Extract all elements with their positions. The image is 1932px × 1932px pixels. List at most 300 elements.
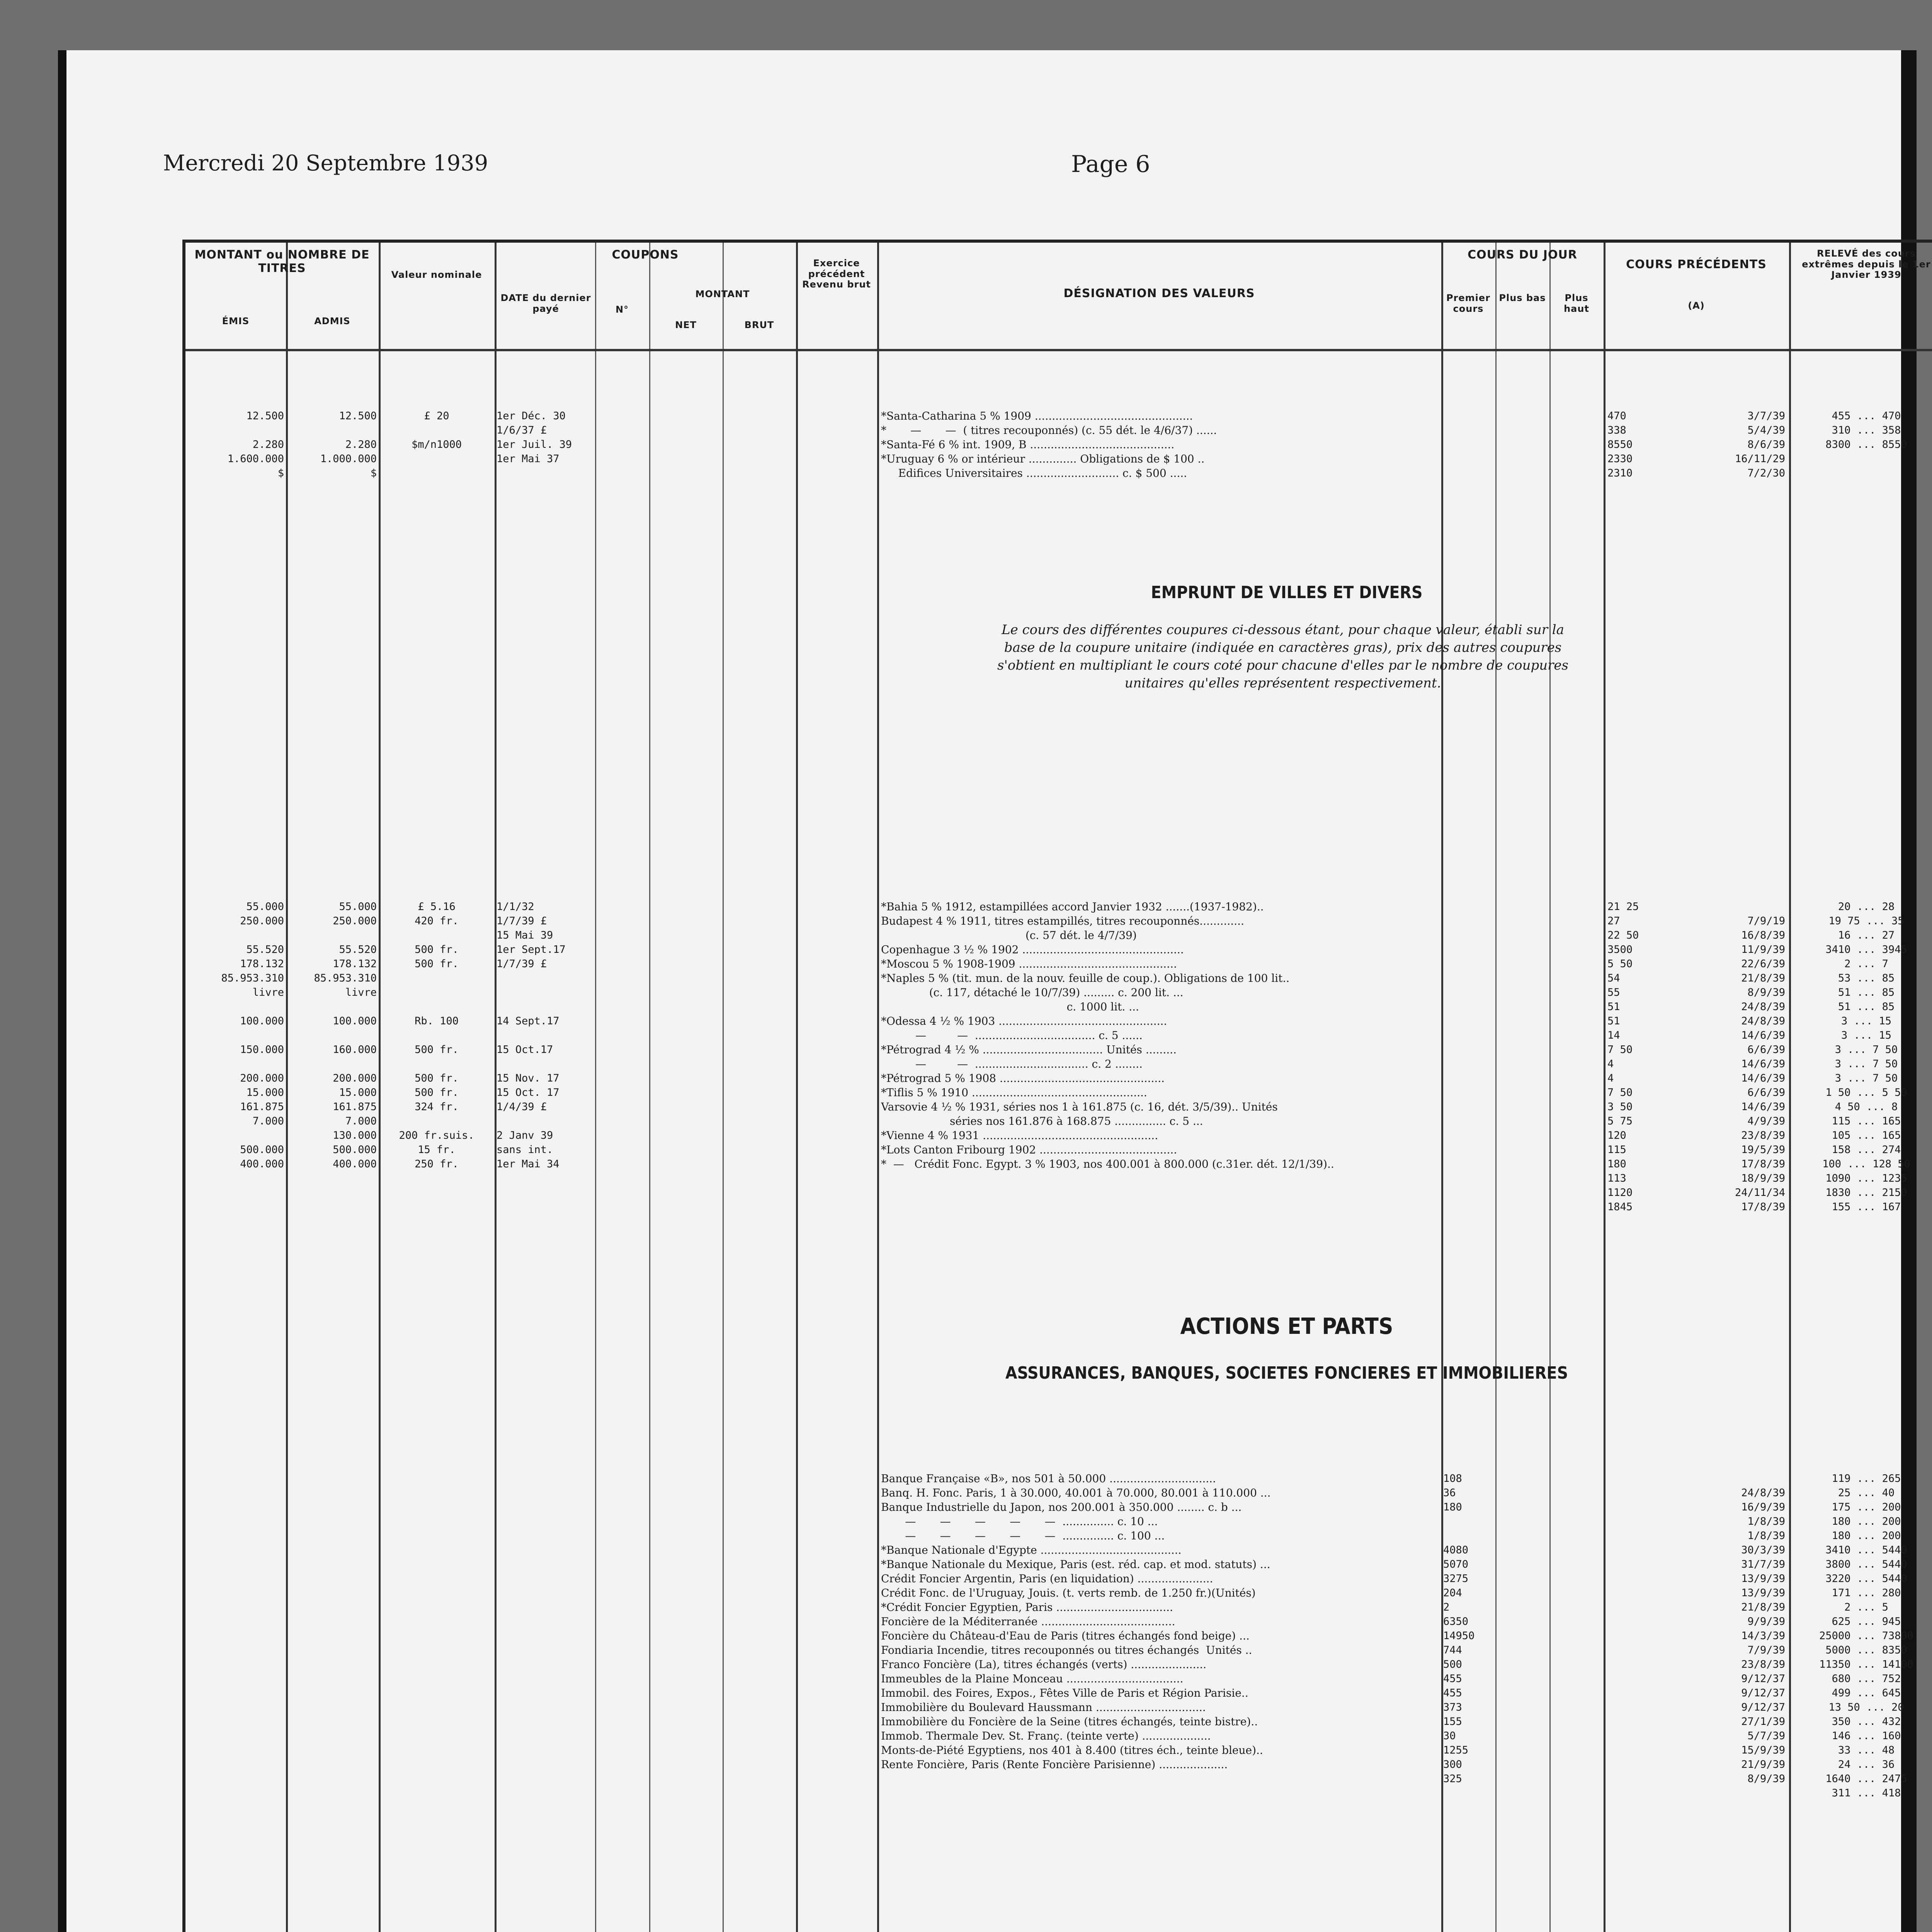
table-cell: 14950	[1443, 1630, 1475, 1642]
table-cell: 470	[1607, 410, 1626, 422]
table-cell: 7/2/30	[1747, 467, 1785, 479]
table-cell: 1 50 ... 5 50	[1825, 1087, 1907, 1099]
table-cell: 680 ... 752	[1832, 1673, 1901, 1685]
table-cell: 55.000	[246, 901, 284, 913]
table-cell	[497, 1000, 593, 1014]
table-cell	[1685, 1471, 1785, 1486]
table-cell: 325	[1443, 1773, 1462, 1785]
table-cell: 15/9/39	[1741, 1744, 1785, 1756]
table-cell: 250 fr.	[415, 1158, 459, 1170]
section-emprunts: EMPRUNT DE VILLES ET DIVERS	[1151, 583, 1423, 602]
block-top-nominal-column	[381, 409, 493, 480]
table-cell: 9/12/37	[1741, 1701, 1785, 1713]
table-cell: 22 50	[1607, 929, 1639, 941]
table-cell: 178.132	[240, 958, 284, 970]
table-cell	[1685, 900, 1785, 914]
table-cell: 500.000	[240, 1144, 284, 1156]
table-cell	[1443, 1514, 1493, 1529]
table-cell	[497, 985, 593, 1000]
table-cell: 130.000	[333, 1129, 377, 1141]
table-cell: 25000 ... 73800	[1819, 1630, 1913, 1642]
block-top-releve-column	[1793, 409, 1932, 480]
table-cell	[381, 1028, 493, 1043]
table-cell: 200 fr.suis.	[399, 1129, 474, 1141]
table-cell: *Vienne 4 % 1931 ...................................................	[881, 1129, 1158, 1142]
table-cell: 1er Mai 37	[497, 453, 560, 465]
table-cell: *Tiflis 5 % 1910 ...................................................	[881, 1086, 1147, 1099]
table-cell: Crédit Fonc. de l'Uruguay, Jouis. (t. verts remb. de 1.250 fr.)(Unités)	[881, 1587, 1256, 1599]
table-cell: 4	[1607, 1072, 1614, 1084]
table-cell: 24/8/39	[1741, 1487, 1785, 1499]
table-cell: 17/8/39	[1741, 1158, 1785, 1170]
table-cell: 21/9/39	[1741, 1759, 1785, 1770]
table-cell: 23/8/39	[1741, 1658, 1785, 1670]
table-cell: 160.000	[333, 1044, 377, 1056]
page-number: Page 6	[1071, 151, 1150, 178]
header-emis: ÉMIS	[222, 316, 250, 327]
table-cell: *Lots Canton Fribourg 1902 ........................................	[881, 1143, 1177, 1156]
table-cell: $m/n1000	[411, 439, 462, 451]
table-cell: 18/9/39	[1741, 1172, 1785, 1184]
table-cell	[381, 1057, 493, 1071]
block-assurances-designation-column	[881, 1471, 1437, 1772]
table-cell: — — ................................. c. 2 ........	[881, 1058, 1143, 1070]
table-cell: 20 ... 28	[1838, 901, 1895, 913]
table-cell: Banq. H. Fonc. Paris, 1 à 30.000, 40.001 à 70.000, 80.001 à 110.000 ...	[881, 1486, 1271, 1499]
table-cell: 155 ... 167	[1832, 1201, 1901, 1213]
table-cell: 8/6/39	[1747, 439, 1785, 451]
table-cell: 7/9/39	[1747, 1644, 1785, 1656]
section-emprunts-note: Le cours des différentes coupures ci-dessous étant, pour chaque valeur, établi sur la base de la coupure unitaire (indiquée en caractères gras), prix des autres coupures s'obtient en multipliant le cours coté pour chacune d'elles par le nombre de coupures unitaires qu'elles représentent respectivement.	[997, 622, 1568, 691]
table-cell: 180	[1607, 1158, 1626, 1170]
table-cell: (c. 57 dét. le 4/7/39)	[881, 929, 1137, 942]
table-cell	[381, 928, 493, 942]
table-cell: 324 fr.	[415, 1101, 459, 1113]
section-actions: ACTIONS ET PARTS	[1180, 1313, 1393, 1339]
table-cell: 16/11/29	[1735, 453, 1785, 465]
table-cell: Foncière de la Méditerranée .......................................	[881, 1615, 1175, 1628]
table-cell: 113	[1607, 1172, 1626, 1184]
table-cell: 1/8/39	[1747, 1515, 1785, 1527]
table-cell	[288, 423, 377, 437]
quotation-table	[182, 240, 1932, 1932]
table-cell: 6/6/39	[1747, 1087, 1785, 1099]
table-cell: 2 ... 7	[1844, 958, 1888, 970]
table-cell: 13 50 ... 20	[1828, 1701, 1904, 1713]
table-cell: 53 ... 85	[1838, 972, 1895, 984]
table-cell	[497, 466, 593, 480]
header-net: NET	[675, 320, 697, 330]
table-cell: 51	[1607, 1001, 1620, 1013]
table-cell: 8300 ... 8550	[1825, 439, 1907, 451]
table-cell: 16 ... 27	[1838, 929, 1895, 941]
table-cell: Monts-de-Piété Egyptiens, nos 401 à 8.400 (titres éch., teinte bleue)..	[881, 1744, 1263, 1757]
table-cell: 1.000.000	[320, 453, 377, 465]
header-releve: RELEVÉ des cours extrêmes depuis le 1er Janvier 1939	[1802, 248, 1931, 281]
table-cell: 500.000	[333, 1144, 377, 1156]
table-cell: 7.000	[345, 1115, 377, 1127]
table-cell: c. 1000 lit. ...	[881, 1000, 1139, 1013]
table-cell: 16/8/39	[1741, 929, 1785, 941]
table-cell	[381, 452, 493, 466]
table-cell: 115	[1607, 1144, 1626, 1156]
table-cell: 15 fr.	[418, 1144, 456, 1156]
table-cell: Immob. Thermale Dev. St. Franç. (teinte verte) ....................	[881, 1730, 1211, 1742]
table-cell: Budapest 4 % 1911, titres estampillés, titres recouponnés.............	[881, 915, 1244, 927]
table-cell: 161.875	[240, 1101, 284, 1113]
table-cell: 250.000	[333, 915, 377, 927]
block-emprunts-dates-column	[497, 900, 593, 1171]
table-cell	[497, 1114, 593, 1128]
block-emprunts-precedents-date-column	[1685, 900, 1785, 1214]
table-cell: (c. 117, détaché le 10/7/39) ......... c. 200 lit. ...	[881, 986, 1184, 999]
table-cell: $	[370, 467, 377, 479]
table-cell: 9/12/37	[1741, 1673, 1785, 1685]
table-cell	[288, 1028, 377, 1043]
table-cell: Immobilière du Foncière de la Seine (titres échangés, teinte bistre)..	[881, 1715, 1258, 1728]
table-cell	[1443, 1529, 1493, 1543]
table-cell: 15 Oct. 17	[497, 1087, 560, 1099]
table-cell: 17/8/39	[1741, 1201, 1785, 1213]
block-emprunts-releve-column	[1793, 900, 1932, 1214]
table-cell: 7 50	[1607, 1087, 1633, 1099]
table-cell: 373	[1443, 1701, 1462, 1713]
table-cell: 4 50 ... 8	[1835, 1101, 1898, 1113]
table-cell: 3 ... 7 50	[1835, 1072, 1898, 1084]
table-cell: 1/6/37 £	[497, 424, 547, 436]
table-cell: 3220 ... 5440	[1825, 1573, 1907, 1585]
table-cell: 3 ... 15	[1841, 1029, 1892, 1041]
table-cell: 1120	[1607, 1187, 1633, 1199]
table-cell: 1/4/39 £	[497, 1101, 547, 1113]
table-cell: 150.000	[240, 1044, 284, 1056]
table-cell: 3 ... 7 50	[1835, 1044, 1898, 1056]
table-cell	[497, 1057, 593, 1071]
block-emprunts-admis-column	[288, 900, 377, 1171]
table-cell: *Odessa 4 ½ % 1903 .................................................	[881, 1015, 1167, 1027]
table-cell: 3 ... 7 50	[1835, 1058, 1898, 1070]
table-cell: 120	[1607, 1129, 1626, 1141]
table-cell: *Bahia 5 % 1912, estampillées accord Janvier 1932 .......(1937-1982)..	[881, 900, 1264, 913]
table-cell: 455	[1443, 1673, 1462, 1685]
table-cell: 15 Nov. 17	[497, 1072, 560, 1084]
table-cell: Banque Française «B», nos 501 à 50.000 ...............................	[881, 1472, 1216, 1485]
table-cell: 12.500	[339, 410, 377, 422]
table-cell: 1/8/39	[1747, 1530, 1785, 1542]
table-cell: 21/8/39	[1741, 1601, 1785, 1613]
table-cell: 499 ... 645	[1832, 1687, 1901, 1699]
table-cell: 14/6/39	[1741, 1072, 1785, 1084]
header-cours-precedents-note: (A)	[1688, 300, 1705, 311]
table-cell: 204	[1443, 1587, 1462, 1599]
table-cell: 24 ... 36	[1838, 1759, 1895, 1770]
block-top-precedents-column	[1607, 409, 1665, 480]
table-cell: *Santa-Fé 6 % int. 1909, B ..........................................	[881, 438, 1175, 451]
table-cell: 5070	[1443, 1558, 1469, 1570]
table-cell: Edifices Universitaires ........................... c. $ 500 .....	[881, 467, 1187, 480]
table-cell: $	[277, 467, 284, 479]
table-cell: 400.000	[240, 1158, 284, 1170]
table-cell: 54	[1607, 972, 1620, 984]
block-assurances-precedents-date-column	[1685, 1471, 1785, 1786]
header-valeur-nominale: Valeur nominale	[391, 269, 482, 280]
table-cell	[189, 928, 284, 942]
table-cell: 55	[1607, 986, 1620, 998]
table-cell: £ 20	[424, 410, 449, 422]
table-cell: 500	[1443, 1658, 1462, 1670]
table-cell: 1er Déc. 30	[497, 410, 566, 422]
table-cell: 14	[1607, 1029, 1620, 1041]
table-cell: 1/1/32	[497, 901, 534, 913]
table-cell: 500 fr.	[415, 958, 459, 970]
table-cell: 23/8/39	[1741, 1129, 1785, 1141]
page-sheet	[58, 50, 1931, 1932]
table-cell: 625 ... 945	[1832, 1616, 1901, 1628]
table-cell	[381, 466, 493, 480]
table-cell: 16/9/39	[1741, 1501, 1785, 1513]
table-cell: *Uruguay 6 % or intérieur .............. Obligations de $ 100 ..	[881, 452, 1205, 465]
table-cell: Crédit Foncier Argentin, Paris (en liquidation) ......................	[881, 1572, 1213, 1585]
table-cell: Immobilière du Boulevard Haussmann ................................	[881, 1701, 1206, 1714]
table-cell: 3800 ... 5440	[1825, 1558, 1907, 1570]
table-cell: *Moscou 5 % 1908-1909 ..............................................	[881, 957, 1177, 970]
block-assurances-releve-column	[1793, 1471, 1932, 1800]
table-cell: 8550	[1607, 439, 1633, 451]
table-cell	[288, 1057, 377, 1071]
table-cell: Fondiaria Incendie, titres recouponnés ou titres échangés Unités ..	[881, 1644, 1252, 1656]
table-cell: 2.280	[345, 439, 377, 451]
table-cell	[189, 1128, 284, 1143]
header-coupons: COUPONS	[612, 248, 679, 262]
table-cell: 1er Mai 34	[497, 1158, 560, 1170]
table-cell: 175 ... 200	[1832, 1501, 1901, 1513]
page-date: Mercredi 20 Septembre 1939	[163, 151, 488, 176]
table-cell: 3410 ... 5440	[1825, 1544, 1907, 1556]
table-cell: *Pétrograd 5 % 1908 ................................................	[881, 1072, 1165, 1085]
table-cell: 55.520	[246, 944, 284, 956]
table-cell: 6/6/39	[1747, 1044, 1785, 1056]
header-numero: N°	[615, 304, 629, 315]
table-cell: 178.132	[333, 958, 377, 970]
header-montant: MONTANT	[695, 289, 750, 299]
table-cell: 14 Sept.17	[497, 1015, 560, 1027]
table-cell: 8/9/39	[1747, 986, 1785, 998]
table-cell: 2	[1443, 1601, 1450, 1613]
table-cell: 85.953.310	[314, 972, 377, 984]
table-cell: 1640 ... 2475	[1825, 1773, 1907, 1785]
table-cell: 11/9/39	[1741, 944, 1785, 956]
table-cell: 15.000	[246, 1087, 284, 1099]
table-cell: 146 ... 160	[1832, 1730, 1901, 1742]
table-cell: 9/12/37	[1741, 1687, 1785, 1699]
table-cell: séries nos 161.876 à 168.875 ............... c. 5 ...	[881, 1115, 1203, 1128]
table-cell: 51 ... 85	[1838, 986, 1895, 998]
header-date-dernier: DATE du dernier payé	[500, 293, 591, 314]
table-cell: 14/6/39	[1741, 1058, 1785, 1070]
table-cell: 180 ... 200	[1832, 1515, 1901, 1527]
header-cours-precedents: COURS PRÉCÉDENTS	[1626, 258, 1767, 271]
table-cell: 350 ... 432	[1832, 1716, 1901, 1728]
table-cell: 500 fr.	[415, 1087, 459, 1099]
table-cell: 51	[1607, 1015, 1620, 1027]
table-cell	[381, 1000, 493, 1014]
table-cell: 7 50	[1607, 1044, 1633, 1056]
table-cell: 310 ... 358	[1832, 424, 1901, 436]
table-cell: 1/7/39 £	[497, 958, 547, 970]
table-cell: 5 75	[1607, 1115, 1633, 1127]
table-cell: 36	[1443, 1487, 1456, 1499]
table-cell: 1.600.000	[227, 453, 284, 465]
table-cell: Immobil. des Foires, Expos., Fêtes Ville de Paris et Région Parisie..	[881, 1687, 1248, 1699]
table-cell	[189, 423, 284, 437]
table-cell: 100.000	[333, 1015, 377, 1027]
table-cell	[1793, 466, 1932, 480]
table-cell: 3 ... 15	[1841, 1015, 1892, 1027]
table-cell: 30/3/39	[1741, 1544, 1785, 1556]
table-cell	[189, 1057, 284, 1071]
table-cell: 1845	[1607, 1201, 1633, 1213]
table-cell: 25 ... 40	[1838, 1487, 1895, 1499]
section-assurances: ASSURANCES, BANQUES, SOCIETES FONCIERES ET IMMOBILIERES	[1005, 1363, 1568, 1383]
table-cell: 33 ... 48	[1838, 1744, 1895, 1756]
table-cell: 1255	[1443, 1744, 1469, 1756]
table-cell: 400.000	[333, 1158, 377, 1170]
table-cell: 14/6/39	[1741, 1029, 1785, 1041]
table-cell: 24/8/39	[1741, 1001, 1785, 1013]
table-cell: 108	[1443, 1473, 1462, 1485]
table-cell: 455	[1443, 1687, 1462, 1699]
table-cell	[189, 1028, 284, 1043]
block-emprunts-nominal-column	[381, 900, 493, 1171]
block-top-emis-column	[189, 409, 284, 480]
table-cell: 8/9/39	[1747, 1773, 1785, 1785]
table-cell	[288, 1000, 377, 1014]
header-montant-nombre: MONTANT ou NOMBRE DE TITRES	[194, 248, 370, 275]
table-cell: 85.953.310	[221, 972, 284, 984]
header-brut: BRUT	[744, 320, 774, 330]
header-plus-haut: Plus haut	[1564, 293, 1589, 314]
table-cell: 51 ... 85	[1838, 1001, 1895, 1013]
table-cell: 27/1/39	[1741, 1716, 1785, 1728]
block-top-dates-column	[497, 409, 593, 480]
table-cell: 200.000	[240, 1072, 284, 1084]
table-cell: * — — ( titres recouponnés) (c. 55 dét. le 4/6/37) ......	[881, 424, 1217, 437]
table-cell	[381, 1114, 493, 1128]
block-top-designation-column	[881, 409, 1437, 480]
table-cell: 500 fr.	[415, 1044, 459, 1056]
table-cell: 500 fr.	[415, 1072, 459, 1084]
table-cell: Varsovie 4 ½ % 1931, séries nos 1 à 161.875 (c. 16, dét. 3/5/39).. Unités	[881, 1100, 1278, 1113]
table-cell: 119 ... 265	[1832, 1473, 1901, 1485]
table-cell: 14/6/39	[1741, 1101, 1785, 1113]
table-cell: 5/7/39	[1747, 1730, 1785, 1742]
table-cell: Banque Industrielle du Japon, nos 200.001 à 350.000 ........ c. b ...	[881, 1501, 1242, 1514]
table-cell: Copenhague 3 ½ % 1902 ...............................................	[881, 943, 1184, 956]
block-assurances-cours-column	[1443, 1471, 1493, 1786]
table-cell: Rb. 100	[415, 1015, 459, 1027]
header-plus-bas: Plus bas	[1499, 293, 1546, 303]
table-cell: 15 Oct.17	[497, 1044, 553, 1056]
table-cell: 4080	[1443, 1544, 1469, 1556]
table-cell: 5000 ... 8350	[1825, 1644, 1907, 1656]
table-cell	[497, 971, 593, 985]
table-cell: 200.000	[333, 1072, 377, 1084]
header-premier-cours: Premier cours	[1446, 293, 1491, 314]
table-cell: 2 Janv 39	[497, 1129, 553, 1141]
table-cell: *Naples 5 % (tit. mun. de la nouv. feuille de coup.). Obligations de 100 lit..	[881, 972, 1290, 985]
table-cell: 1/7/39 £	[497, 915, 547, 927]
block-emprunts-emis-column	[189, 900, 284, 1171]
table-cell: 21 25	[1607, 901, 1639, 913]
table-cell: 171 ... 280	[1832, 1587, 1901, 1599]
page-header	[163, 151, 1870, 185]
table-cell: 55.520	[339, 944, 377, 956]
table-cell: — — — — — ............... c. 10 ...	[881, 1515, 1158, 1528]
table-cell: 311 ... 418	[1832, 1787, 1901, 1799]
table-cell: 2.280	[252, 439, 284, 451]
table-cell: 455 ... 470	[1832, 410, 1901, 422]
table-cell: 14/3/39	[1741, 1630, 1785, 1642]
table-cell: 300	[1443, 1759, 1462, 1770]
table-cell: 15.000	[339, 1087, 377, 1099]
table-cell: 500 fr.	[415, 944, 459, 956]
table-cell: 2330	[1607, 453, 1633, 465]
table-cell	[189, 1000, 284, 1014]
table-cell: 3/7/39	[1747, 410, 1785, 422]
table-cell: *Santa-Catharina 5 % 1909 ..............................................	[881, 410, 1193, 422]
table-cell: 1er Sept.17	[497, 944, 566, 956]
table-cell: 180 ... 200	[1832, 1530, 1901, 1542]
table-cell: 105 ... 165	[1832, 1129, 1901, 1141]
table-cell: 1er Juil. 39	[497, 439, 572, 451]
table-cell: 158 ... 274	[1832, 1144, 1901, 1156]
table-cell	[381, 423, 493, 437]
table-cell: Franco Foncière (La), titres échangés (verts) ......................	[881, 1658, 1207, 1671]
table-cell: 115 ... 165	[1832, 1115, 1901, 1127]
table-cell: 7/9/19	[1747, 915, 1785, 927]
table-cell: livre	[345, 986, 377, 998]
table-cell	[381, 971, 493, 985]
table-cell: 155	[1443, 1716, 1462, 1728]
table-cell: 3275	[1443, 1573, 1469, 1585]
table-cell: 2 ... 5	[1844, 1601, 1888, 1613]
table-cell: *Banque Nationale du Mexique, Paris (est. réd. cap. et mod. statuts) ...	[881, 1558, 1270, 1571]
table-cell: 161.875	[333, 1101, 377, 1113]
table-cell: — — ................................... c. 5 ......	[881, 1029, 1143, 1042]
header-designation: DÉSIGNATION DES VALEURS	[1063, 287, 1255, 300]
table-cell: 100 ... 128 50	[1822, 1158, 1910, 1170]
table-cell: 7.000	[252, 1115, 284, 1127]
table-cell: 5/4/39	[1747, 424, 1785, 436]
table-cell: 3500	[1607, 944, 1633, 956]
table-cell: 744	[1443, 1644, 1462, 1656]
table-cell: 250.000	[240, 915, 284, 927]
table-cell: 13/9/39	[1741, 1573, 1785, 1585]
table-cell: 4/9/39	[1747, 1115, 1785, 1127]
table-cell: 27	[1607, 915, 1620, 927]
table-cell: 100.000	[240, 1015, 284, 1027]
table-cell: 22/6/39	[1741, 958, 1785, 970]
table-cell: 338	[1607, 424, 1626, 436]
table-cell: 19/5/39	[1741, 1144, 1785, 1156]
table-cell	[288, 928, 377, 942]
header-cours-du-jour: COURS DU JOUR	[1468, 248, 1577, 262]
table-cell	[497, 1028, 593, 1043]
table-cell: 15 Mai 39	[497, 929, 553, 941]
table-cell: 420 fr.	[415, 915, 459, 927]
table-cell: 9/9/39	[1747, 1616, 1785, 1628]
block-emprunts-precedents-column	[1607, 900, 1665, 1214]
